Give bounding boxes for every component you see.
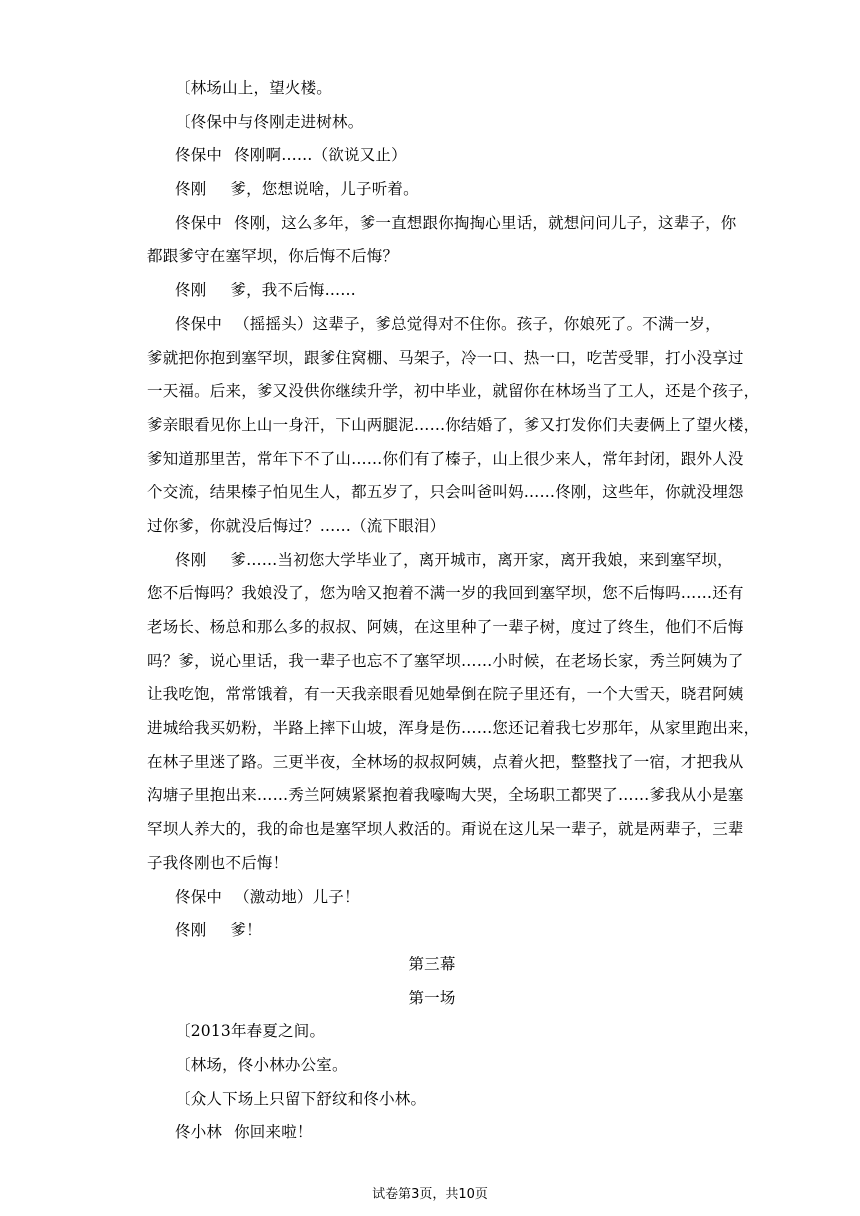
dialogue-continuation: 在林子里迷了路。三更半夜，全林场的叔叔阿姨，点着火把，整整找了一宿，才把我从: [147, 752, 744, 771]
dialogue-continuation: 沟塘子里抱出来……秀兰阿姨紧紧抱着我嚎啕大哭，全场职工都哭了……爹我从小是塞: [147, 786, 744, 805]
dialogue-line: [147, 544, 733, 578]
dialogue-line: [147, 274, 717, 308]
dialogue-continuation: 一天福。后来，爹又没供你继续升学，初中毕业，就留你在林场当了工人，还是个孩子，: [147, 382, 760, 401]
dialogue-continuation: 让我吃饱，常常饿着，有一天我亲眼看见她晕倒在院子里还有，一个大雪天，晓君阿姨: [147, 685, 744, 704]
stage-direction: 〔众人下场上只留下舒纹和佟小林。: [175, 1089, 427, 1108]
page-footer: 试卷第3页，共10页: [372, 1187, 488, 1202]
dialogue-text: 你回来啦！: [234, 1123, 313, 1142]
speaker-name: 佟刚: [175, 180, 207, 199]
speaker-name: 佟保中: [175, 146, 223, 165]
speaker-name: 佟刚: [175, 550, 207, 569]
dialogue-line: [147, 207, 737, 241]
dialogue-line: [147, 173, 717, 207]
dialogue-line: [147, 308, 721, 342]
dialogue-continuation: 过你爹，你就没后悔过？……（流下眼泪）: [147, 516, 446, 535]
stage-direction: 〔佟保中与佟刚走进树林。: [175, 112, 364, 131]
stage-direction: 〔林场山上，望火楼。: [175, 79, 333, 97]
dialogue-line: [147, 914, 717, 948]
dialogue-continuation: 子我佟刚也不后悔！: [147, 853, 289, 872]
speaker-name: 佟保中: [175, 314, 223, 333]
dialogue-continuation: 您不后悔吗？我娘没了，您为啥又抱着不满一岁的我回到塞罕坝，您不后悔吗……还有: [147, 584, 744, 603]
dialogue-line: [147, 139, 717, 173]
dialogue-continuation: 爹亲眼看见你上山一身汗，下山两腿泥……你结婚了，爹又打发你们夫妻俩上了望火楼，: [147, 415, 760, 434]
dialogue-text: （摇摇头）这辈子，爹总觉得对不住你。孩子，你娘死了。不满一岁，: [234, 314, 721, 333]
speaker-name: 佟刚: [175, 921, 207, 940]
dialogue-continuation: 吗？爹，说心里话，我一辈子也忘不了塞罕坝……小时候，在老场长家，秀兰阿姨为了: [147, 651, 744, 670]
dialogue-continuation: 进城给我买奶粉，半路上摔下山坡，浑身是伤……您还记着我七岁那年，从家里跑出来，: [147, 719, 760, 738]
dialogue-text: （激动地）儿子！: [234, 887, 360, 906]
dialogue-continuation: 爹知道那里苦，常年下不了山……你们有了榛子，山上很少来人，常年封闭，跟外人没: [147, 449, 744, 468]
dialogue-continuation: 爹就把你抱到塞罕坝，跟爹住窝棚、马架子，冷一口、热一口，吃苦受罪，打小没享过: [147, 348, 744, 367]
dialogue-line: [147, 881, 717, 915]
speaker-name: 佟刚: [175, 281, 207, 300]
speaker-name: 佟保中: [175, 213, 223, 232]
dialogue-continuation: 罕坝人养大的，我的命也是塞罕坝人救活的。甭说在这儿呆一辈子，就是两辈子，三辈: [147, 820, 744, 839]
dialogue-text: 爹……当初您大学毕业了，离开城市，离开家，离开我娘，来到塞罕坝，: [230, 550, 733, 569]
dialogue-text: 爹，我不后悔……: [230, 281, 357, 300]
dialogue-continuation: 都跟爹守在塞罕坝，你后悔不后悔？: [147, 247, 399, 266]
speaker-name: 佟小林: [175, 1123, 223, 1142]
dialogue-text: 爹，您想说啥，儿子听着。: [230, 180, 419, 199]
stage-direction: 〔林场，佟小林办公室。: [175, 1055, 348, 1074]
dialogue-line: [147, 1116, 717, 1150]
dialogue-continuation: 老场长、杨总和那么多的叔叔、阿姨，在这里种了一辈子树，度过了终生，他们不后悔: [147, 618, 744, 636]
dialogue-text: 佟刚啊……（欲说又止）: [234, 146, 407, 165]
act-scene-heading: 第三幕: [408, 954, 456, 973]
stage-direction: 〔2013年春夏之间。: [175, 1022, 326, 1041]
dialogue-text: 爹！: [230, 921, 262, 940]
script-text-body: [147, 72, 760, 1150]
act-scene-heading: 第一场: [408, 988, 456, 1007]
dialogue-continuation: 个交流，结果榛子怕见生人，都五岁了，只会叫爸叫妈……佟刚，这些年，你就没埋怨: [147, 483, 744, 502]
dialogue-text: 佟刚，这么多年，爹一直想跟你掏掏心里话，就想问问儿子，这辈子，你: [234, 213, 737, 232]
speaker-name: 佟保中: [175, 887, 223, 906]
